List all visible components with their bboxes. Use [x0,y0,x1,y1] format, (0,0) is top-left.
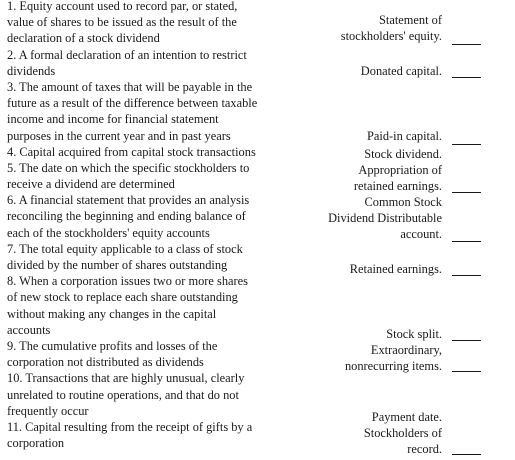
term-item [345,342,442,374]
definition-line: corporation [7,436,65,451]
definition-line: dividends [7,63,56,78]
definition-line: 11. Capital resulting from the receipt of gifts by a [7,419,253,434]
definition-line: 6. A financial statement that provides an analysis [7,193,250,208]
term-item [367,128,442,144]
definition-item [7,79,307,144]
definition-line: 4. Capital acquired from capital stock transactions [7,144,256,159]
definition-line: corporation not distributed as dividends [7,355,204,370]
term-line: account. [400,227,442,242]
definition-item [7,273,307,338]
definition-line: income and income for financial statement [7,112,219,127]
definition-item [7,0,307,47]
term-line: Stockholders of [363,426,442,440]
term-line: Common Stock [364,195,442,209]
term-item [364,146,442,162]
term-item [328,194,442,243]
term-item [386,326,442,342]
answer-blank[interactable] [452,371,481,372]
term-line: Extraordinary, [370,343,442,357]
definition-line: 1. Equity account used to record par, or stated, [7,0,238,13]
definition-line: 5. The date on which the specific stockholders to [7,160,250,175]
definition-line: purposes in the current year and in past years [7,128,231,143]
definition-line: 9. The cumulative profits and losses of the [7,338,218,353]
definition-item [7,144,307,160]
term-item [364,425,442,457]
definition-item [7,160,307,192]
terms-column [300,0,515,460]
term-line: Dividend Distributable [328,211,442,226]
answer-blank[interactable] [452,44,481,45]
term-line: record. [407,442,442,457]
answer-blank[interactable] [452,144,481,145]
term-line: Stock dividend. [364,147,442,161]
definition-item [7,370,307,419]
definition-line: accounts [7,322,51,337]
definition-item [7,338,307,370]
definition-line: without making any changes in the capital [7,306,217,321]
definition-item [7,47,307,79]
definition-line: future as a result of the difference between taxable [7,96,258,111]
term-line: Paid-in capital. [366,129,442,143]
term-line: Statement of [379,13,442,27]
definition-line: value of shares to be issued as the result of the [7,15,237,30]
term-line: stockholders' equity. [340,29,442,44]
term-line: Retained earnings. [349,262,442,276]
term-line: retained earnings. [353,179,442,194]
definition-line: receive a dividend are determined [7,177,175,192]
term-item [372,409,442,425]
definition-line: 7. The total equity applicable to a class of stock [7,241,243,256]
term-item [341,12,442,44]
definition-line: declaration of a stock dividend [7,31,160,46]
definition-line: reconciling the beginning and ending balance of [7,209,246,224]
term-item [350,261,442,277]
term-line: Appropriation of [358,163,442,177]
term-line: nonrecurring items. [344,359,442,374]
definition-line: 10. Transactions that are highly unusual, clearly [7,371,245,386]
term-line: Payment date. [371,410,442,424]
definitions-column [7,0,307,451]
definition-line: 2. A formal declaration of an intention to restrict [7,47,247,62]
answer-blank[interactable] [452,454,481,455]
answer-blank[interactable] [452,340,481,341]
term-line: Stock split. [386,327,442,341]
answer-blank[interactable] [452,77,481,78]
definition-line: 8. When a corporation issues two or more shares [7,274,248,289]
definition-line: of new stock to replace each share outstanding [7,290,238,305]
answer-blank[interactable] [452,192,481,193]
definition-line: divided by the number of shares outstanding [7,258,228,272]
definition-line: each of the stockholders' equity accounts [7,225,210,240]
definition-item [7,192,307,241]
definition-item [7,419,307,451]
definition-line: frequently occur [7,403,89,418]
term-item [354,162,442,194]
definition-line: unrelated to routine operations, and that do not [7,387,239,402]
term-item [361,63,442,79]
definition-item [7,241,307,273]
answer-blank[interactable] [452,275,481,276]
definition-line: 3. The amount of taxes that will be payable in the [7,79,253,94]
term-line: Donated capital. [360,64,442,78]
answer-blank[interactable] [452,241,481,242]
